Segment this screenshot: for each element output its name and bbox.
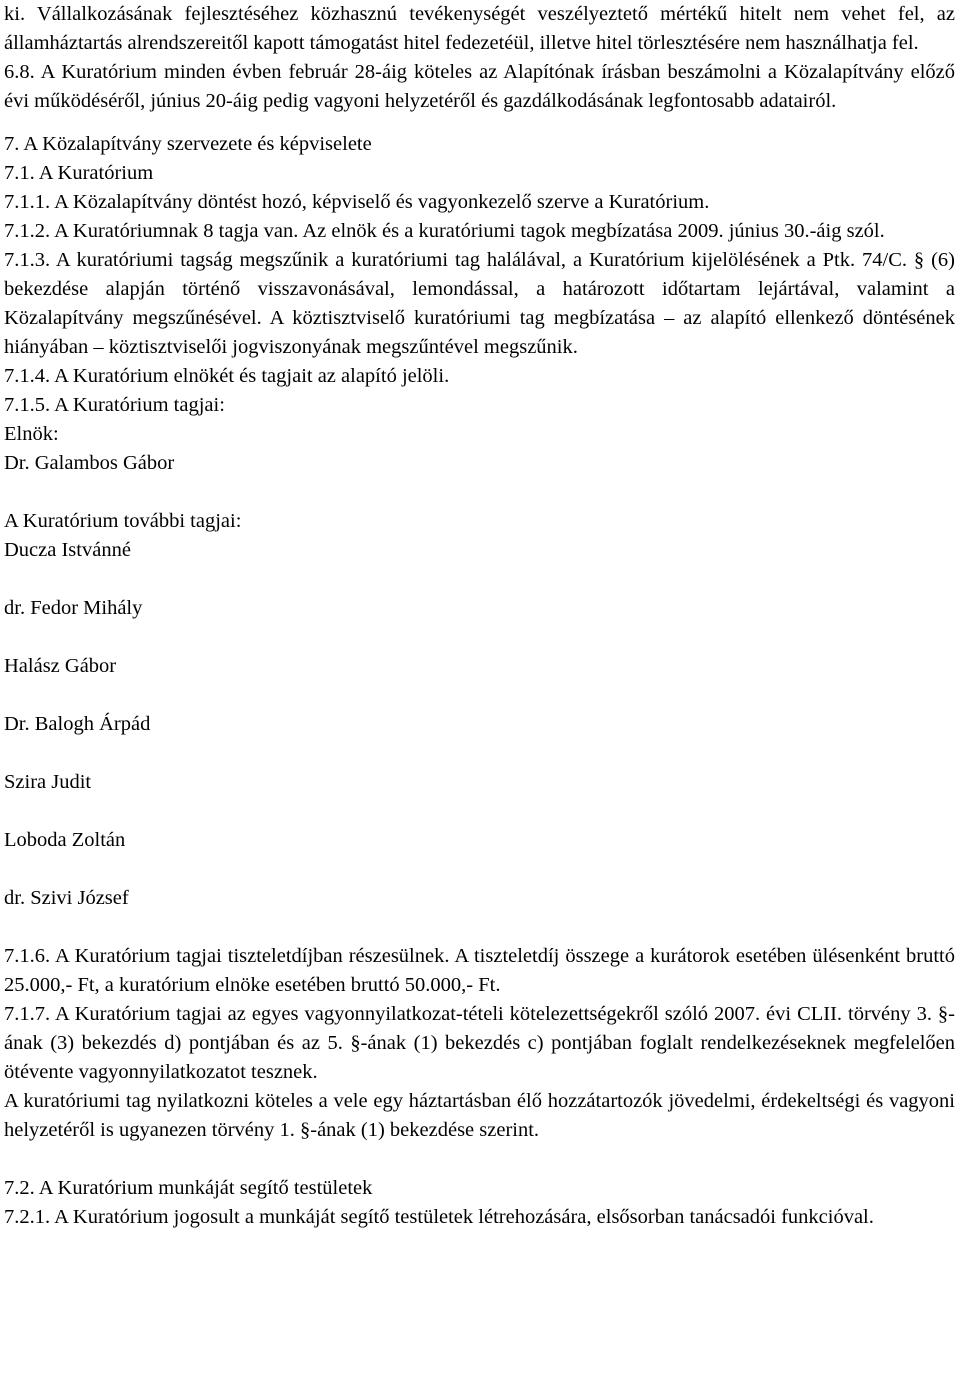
chair-label: Elnök: (4, 423, 59, 445)
chair-name: Dr. Galambos Gábor (4, 452, 175, 474)
paragraph-7-1-6: 7.1.6. A Kuratórium tagjai tiszteletdíjban részesülnek. A tiszteletdíj összege a kurátorok esetében ülésenként bruttó 25.000,- Ft, a kuratórium elnöke esetében bruttó 50.000,- Ft. (4, 945, 955, 996)
paragraph-7-1-5: 7.1.5. A Kuratórium tagjai: (4, 394, 225, 416)
paragraph-6-7-continuation: ki. Vállalkozásának fejlesztéséhez közhasznú tevékenységét veszélyeztető mértékű hitelt nem vehet fel, az államháztartás alrendszereitől kapott támogatást hitel fedezetéül, illetve hitel törlesztésére nem használhatja fel. (4, 3, 955, 54)
member-name: Szira Judit (4, 771, 92, 793)
paragraph-7-1-2: 7.1.2. A Kuratóriumnak 8 tagja van. Az elnök és a kuratóriumi tagok megbízatása 2009. június 30.-áig szól. (4, 220, 885, 242)
paragraph-6-8: 6.8. A Kuratórium minden évben február 28-áig köteles az Alapítónak írásban beszámolni a Közalapítvány előző évi működéséről, június 20-áig pedig vagyoni helyzetéről és gazdálkodásának legfontosabb adatairól. (4, 61, 955, 112)
member-name: dr. Szivi József (4, 887, 129, 909)
member-name: Dr. Balogh Árpád (4, 713, 151, 735)
member-name: dr. Fedor Mihály (4, 597, 143, 619)
subsection-heading-7-1: 7.1. A Kuratórium (4, 162, 154, 184)
member-name: Loboda Zoltán (4, 829, 126, 851)
paragraph-7-2-1: 7.2.1. A Kuratórium jogosult a munkáját segítő testületek létrehozására, elsősorban tanácsadói funkcióval. (4, 1206, 874, 1228)
document-body (4, 0, 955, 1232)
paragraph-7-1-1: 7.1.1. A Közalapítvány döntést hozó, képviselő és vagyonkezelő szerve a Kuratórium. (4, 191, 710, 213)
member-name: Ducza Istvánné (4, 539, 131, 561)
member-name: Halász Gábor (4, 655, 117, 677)
paragraph-declaration: A kuratóriumi tag nyilatkozni köteles a vele egy háztartásban élő hozzátartozók jövedelmi, érdekeltségi és vagyoni helyzetéről is ugyanezen törvény 1. §-ának (1) bekezdése szerint. (4, 1090, 955, 1141)
paragraph-7-1-3: 7.1.3. A kuratóriumi tagság megszűnik a kuratóriumi tag halálával, a Kuratórium kijelölésének a Ptk. 74/C. § (6) bekezdése alapján történő visszavonásával, lemondással, a határozott időtartam lejártával, valamint a Közalapítvány megszűnésével. A köztisztviselő kuratóriumi tag megbízatása – az alapító ellenkező döntésének hiányában – köztisztviselői jogviszonyának megszűntével megszűnik. (4, 249, 955, 358)
members-label: A Kuratórium további tagjai: (4, 510, 242, 532)
subsection-heading-7-2: 7.2. A Kuratórium munkáját segítő testületek (4, 1177, 373, 1199)
paragraph-7-1-4: 7.1.4. A Kuratórium elnökét és tagjait az alapító jelöli. (4, 365, 450, 387)
paragraph-7-1-7: 7.1.7. A Kuratórium tagjai az egyes vagyonnyilatkozat-tételi kötelezettségekről szóló 2007. évi CLII. törvény 3. §-ának (3) bekezdés d) pontjában és az 5. §-ának (1) bekezdés c) pontjában foglalt rendelkezéseknek megfelelően ötévente vagyonnyilatkozatot tesznek. (4, 1003, 955, 1083)
section-heading-7: 7. A Közalapítvány szervezete és képviselete (4, 133, 372, 155)
